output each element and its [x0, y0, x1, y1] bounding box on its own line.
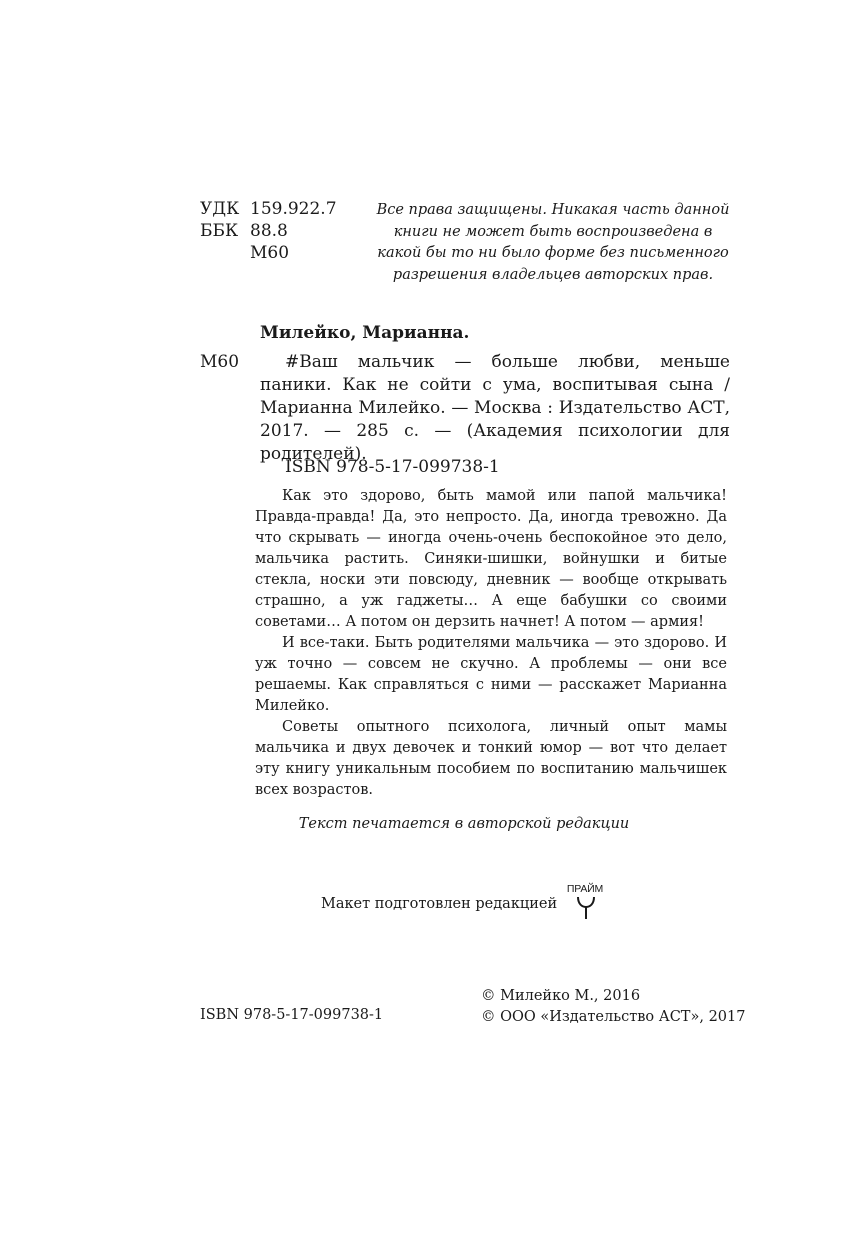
layout-note: Макет подготовлен редакцией [321, 896, 558, 912]
annotation-paragraph: Как это здорово, быть мамой или папой мальчика! Правда-правда! Да, это непросто. Да, иногда тревожно. Да что скрывать — иногда очень-очень беспокойное это дело, мальчика растить. Синяки-шишки, войнушки и битые стекла, носки эти повсюду, дневник — вообще открывать страшно, а уж гаджеты… А еще бабушки со своими советами… А потом он дерзить начнет! А потом — армия! [255, 488, 727, 630]
udk-value: 159.922.7 [250, 199, 337, 219]
copyright-block [481, 986, 745, 1027]
copyright-author: © Милейко М., 2016 [481, 988, 641, 1004]
author-heading: Милейко, Марианна. [260, 323, 470, 343]
isbn-bottom: ISBN 978-5-17-099738-1 [200, 1007, 384, 1023]
bibliographic-mark: М60 [200, 352, 240, 372]
bibliographic-entry: #Ваш мальчик — больше любви, меньше паники. Как не сойти с ума, воспитывая сына / Марианна Милейко. — Москва : Издательство АСТ, 2017. — 285 с. — (Академия психологии для родителей). [260, 352, 730, 464]
trident-icon [576, 896, 596, 920]
copyright-publisher: © ООО «Издательство АСТ», 2017 [481, 1008, 746, 1025]
annotation-paragraph: Советы опытного психолога, личный опыт мамы мальчика и двух девочек и тонкий юмор — вот что делает эту книгу уникальным пособием по воспитанию мальчишек всех возрастов. [255, 719, 727, 798]
bbk-row [200, 220, 337, 242]
udk-label: УДК [200, 199, 240, 219]
prime-logo [560, 885, 610, 921]
bbk-value: 88.8 [250, 221, 288, 241]
annotation-paragraph: И все-таки. Быть родителями мальчика — это здорово. И уж точно — совсем не скучно. А проблемы — они все решаемы. Как справляться с ними — расскажет Марианна Милейко. [255, 635, 727, 714]
edition-note: Текст печатается в авторской редакции [298, 816, 630, 832]
author-mark: М60 [250, 243, 290, 263]
isbn-main: ISBN 978-5-17-099738-1 [285, 457, 500, 477]
udk-row [200, 198, 337, 220]
bbk-label: ББК [200, 221, 239, 241]
logo-text: ПРАЙМ [566, 883, 604, 895]
author-mark-row [200, 242, 337, 264]
annotation [255, 486, 727, 801]
classification-block [200, 198, 337, 264]
rights-notice: Все права защищены. Никакая часть данной книги не может быть воспроизведена в какой бы то ни было форме без письменного разрешения владельцев авторских прав. [376, 202, 730, 283]
